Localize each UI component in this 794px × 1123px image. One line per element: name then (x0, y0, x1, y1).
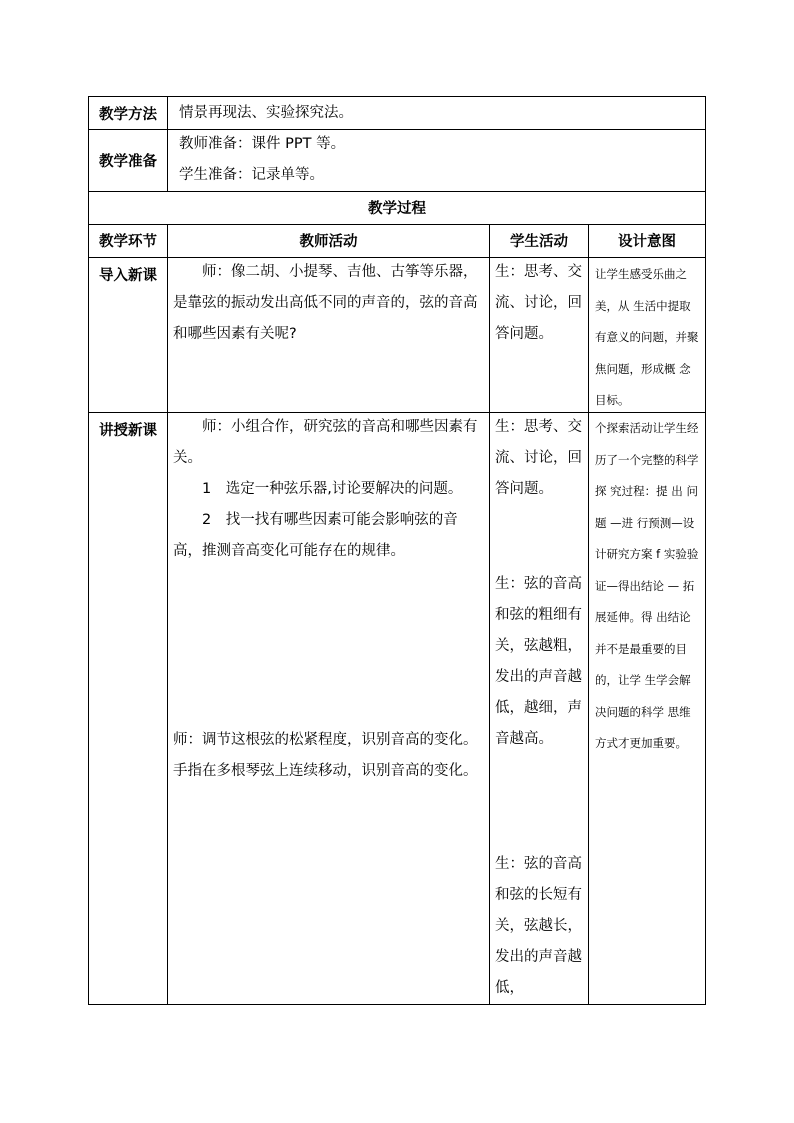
stage-teach: 讲授新课 (99, 423, 157, 439)
lesson-table (88, 96, 706, 1005)
design-intent-teach (595, 413, 701, 760)
rule (167, 224, 168, 1004)
student-activity-intro (495, 257, 583, 350)
stage-intro: 导入新课 (99, 268, 157, 284)
design-text: 个探索活动让学生经 历了一个完整的科学探 究过程：提 出 问 题 —进 行预测—设计研究方案 f 实验验证—得出结论 — 拓展延伸。得 出结论 并不是最重要的目的，让学 生学会解决问题的科学 思维方式才更加重要。 (595, 421, 699, 750)
header-student: 学生活动 (510, 234, 568, 250)
student-text: 生：思考、交流、讨论，回答问题。 (495, 419, 582, 497)
prep-content (179, 129, 699, 191)
prep-label: 教学准备 (99, 153, 157, 170)
student-text: 生：弦的音高和弦的长短有关，弦越长，发出的声音越低， (495, 856, 582, 996)
teacher-text: 手指在多根琴弦上连续移动，识别音高的变化。 (173, 763, 478, 779)
student-prep: 学生准备：记录单等。 (179, 167, 324, 183)
teacher-text: 师：像二胡、小提琴、吉他、古筝等乐器，是靠弦的振动发出高低不同的声音的，弦的音高和哪些因素有关呢? (173, 264, 478, 342)
teacher-text: 1 选定一种弦乐器,讨论要解决的问题。 (202, 481, 463, 497)
method-value: 情景再现法、实验探究法。 (179, 105, 353, 121)
process-title: 教学过程 (368, 201, 426, 217)
teacher-prep: 教师准备：课件 PPT 等。 (179, 136, 346, 152)
rule (489, 224, 490, 1004)
teacher-text: 师：调节这根弦的松紧程度，识别音高的变化。 (173, 732, 478, 748)
student-activity-teach-2 (495, 569, 583, 755)
header-stage: 教学环节 (99, 234, 157, 250)
student-activity-teach (495, 412, 583, 505)
method-label: 教学方法 (99, 106, 157, 123)
rule (167, 97, 168, 191)
teacher-activity-teach (173, 412, 485, 567)
student-activity-teach-3 (495, 849, 583, 1004)
header-teacher: 教师活动 (299, 234, 358, 250)
design-text: 让学生感受乐曲之美，从 生活中提取有意义的问题，并聚焦问题，形成概 念目标。 (595, 267, 699, 407)
design-intent-intro (595, 259, 701, 417)
teacher-text: 2 找一找有哪些因素可能会影响弦的音高，推测音高变化可能存在的规律。 (173, 512, 458, 559)
student-text: 生：思考、交流、讨论，回答问题。 (495, 264, 582, 342)
teacher-activity-teach-2 (173, 725, 485, 787)
header-design: 设计意图 (618, 234, 676, 250)
rule (588, 224, 589, 1004)
teacher-text: 师：小组合作，研究弦的音高和哪些因素有关。 (173, 419, 478, 466)
teacher-activity-intro (173, 257, 485, 350)
student-text: 生：弦的音高和弦的粗细有关，弦越粗，发出的声音越低，越细，声音越高。 (495, 576, 582, 747)
